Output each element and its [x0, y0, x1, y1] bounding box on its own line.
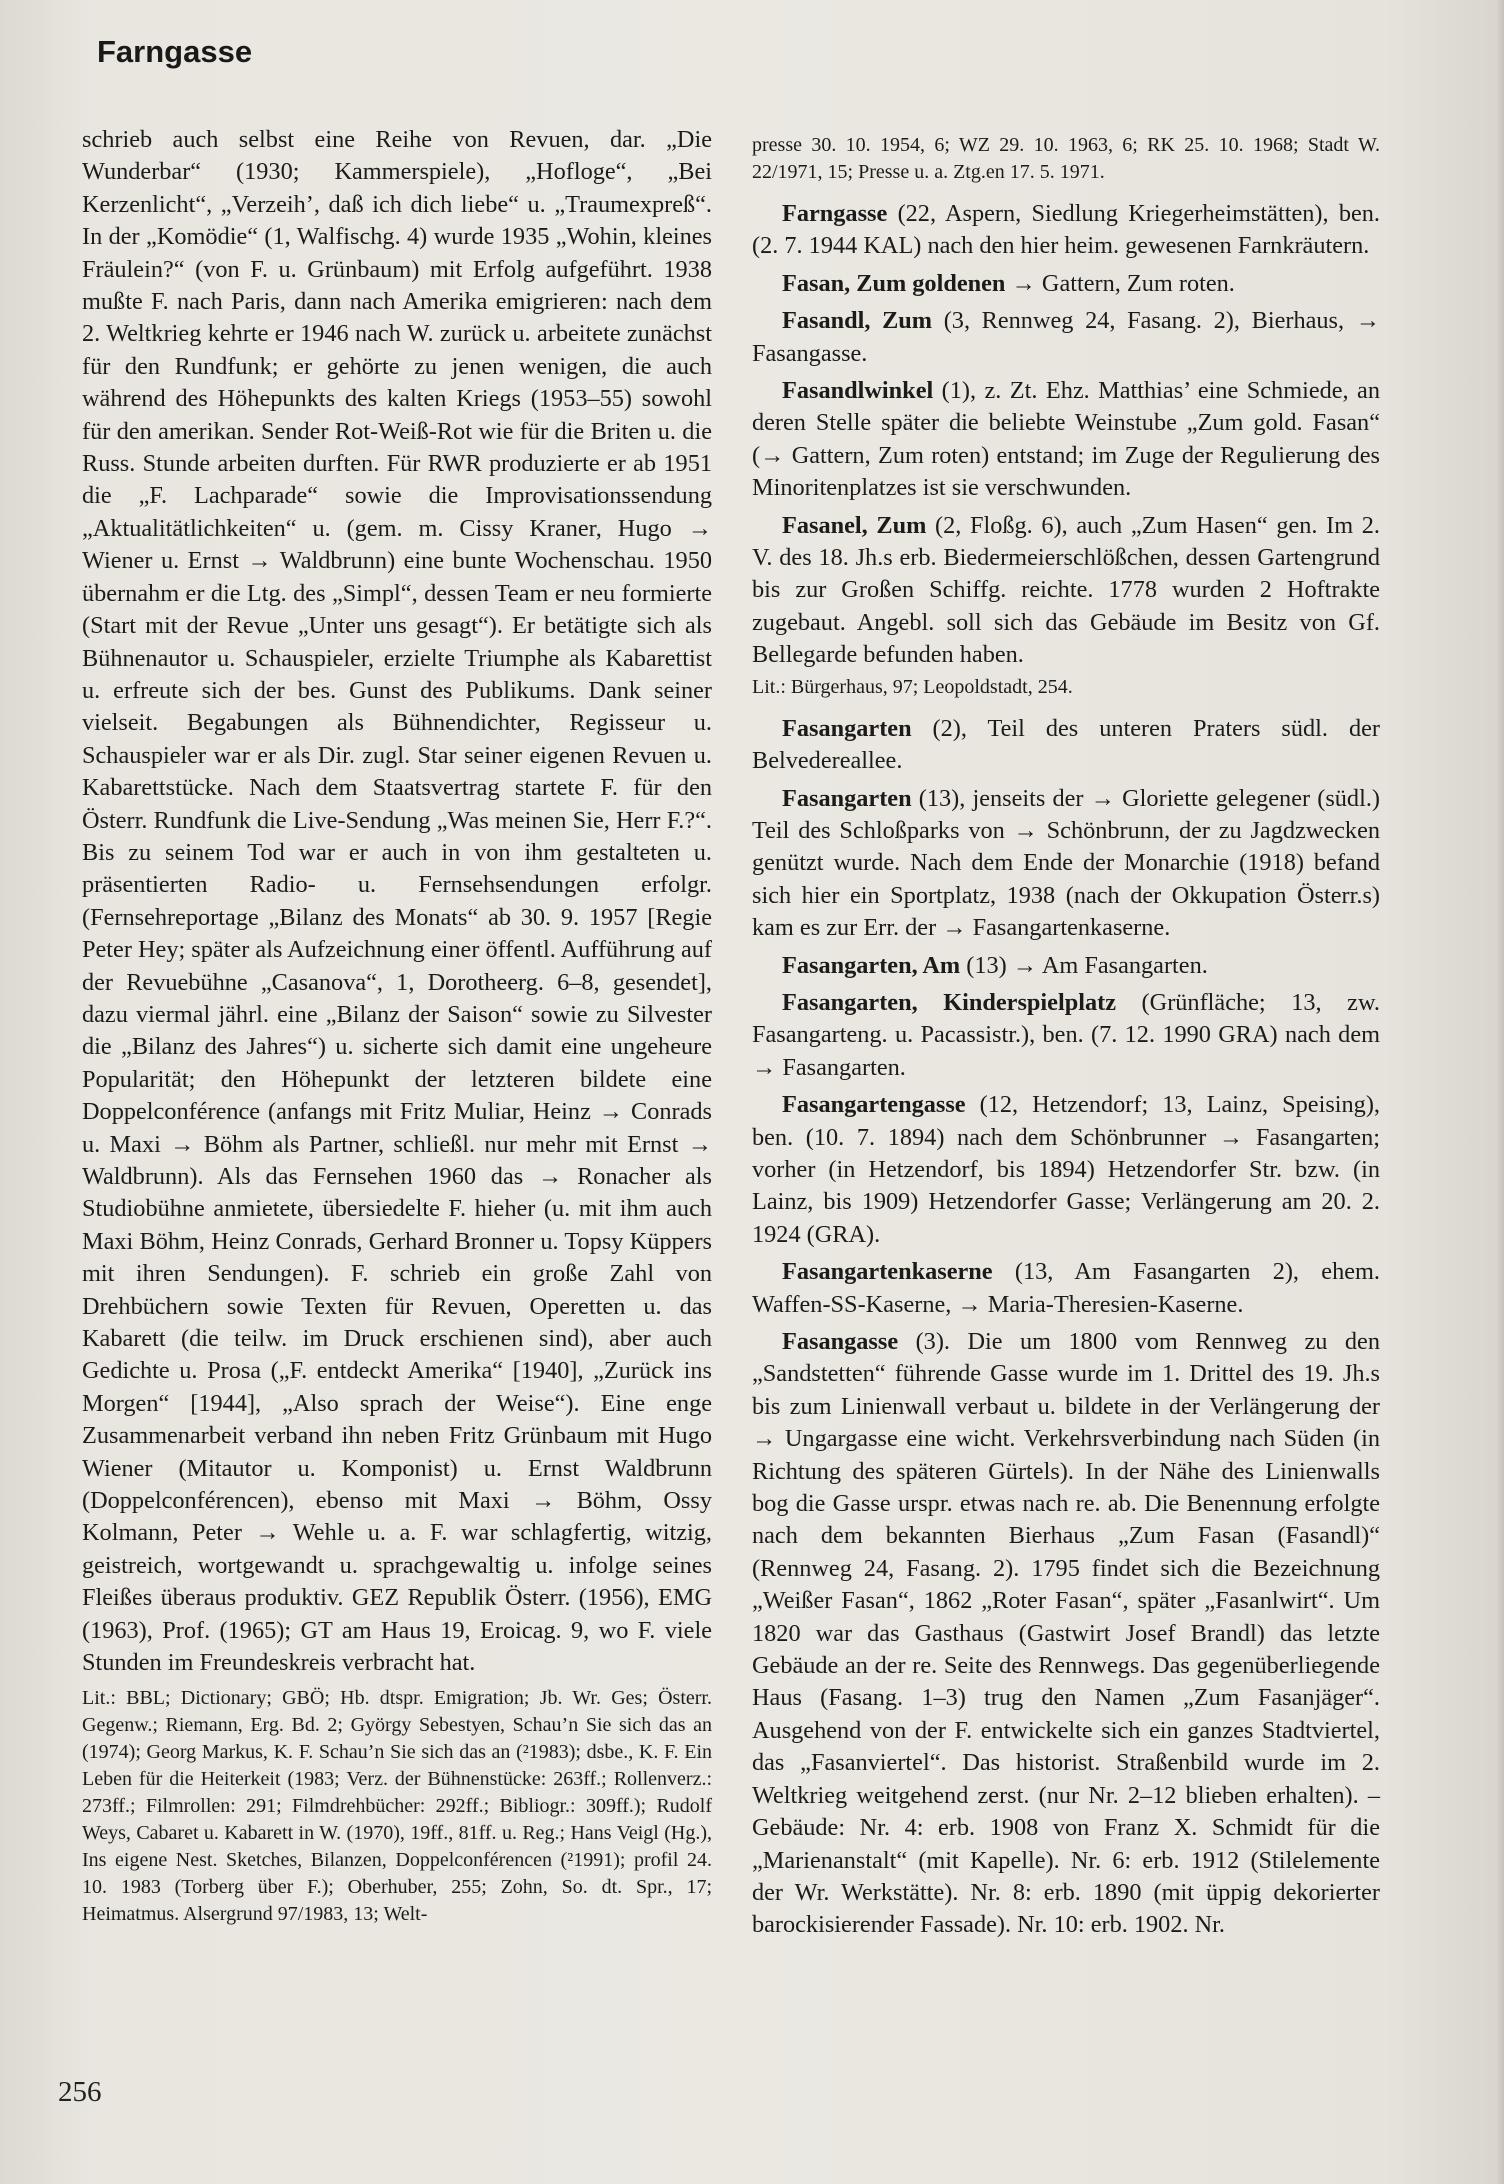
entry-fasangarten-kinderspielplatz — [752, 987, 1380, 1084]
entry-head: Fasangasse — [782, 1328, 899, 1355]
entry-continuation-text: schrieb auch selbst eine Reihe von Revuen, dar. „Die Wunderbar“ (1930; Kammerspiele), „Hofloge“, „Bei Kerzenlicht“, „Verzeih’, daß ich dich liebe“ u. „Traumexpreß“. In der „Komödie“ (1, Walfischg. 4) wurde 1935 „Wohin, kleines Fräulein?“ (von F. u. Grünbaum) mit Erfolg aufgeführt. 1938 mußte F. nach Paris, dann nach Amerika emigrieren: nach dem 2. Weltkrieg kehrte er 1946 nach W. zurück u. arbeitete zunächst für den Rundfunk; er gehörte zu jenen wenigen, die auch während des Höhepunkts des kalten Kriegs (1953–55) sowohl für den amerikan. Sender Rot-Weiß-Rot wie für die Briten u. die Russ. Stunde arbeiten durften. Für RWR produzierte er ab 1951 die „F. Lachparade“ sowie die Improvisationssendung „Aktualitätlichkeiten“ u. (gem. m. Cissy Kraner, Hugo → Wiener u. Ernst → Waldbrunn) eine bunte Wochenschau. 1950 übernahm er die Ltg. des „Simpl“, dessen Team er neu formierte (Start mit der Revue „Unter uns gesagt“). Er betätigte sich als Bühnenautor u. Schauspieler, erzielte Triumphe als Kabarettist u. erfreute sich der bes. Gunst des Publikums. Dank seiner vielseit. Begabungen als Bühnendichter, Regisseur u. Schauspieler war er als Dir. zugl. Star seiner eigenen Revuen u. Kabarettstücke. Nach dem Staatsvertrag startete F. für den Österr. Rundfunk die Live-Sendung „Was meinen Sie, Herr F.?“. Bis zu seinem Tod war er auch in von ihm gestalteten u. präsentierten Radio- u. Fernsehsendungen erfolgr. (Fernsehreportage „Bilanz des Monats“ ab 30. 9. 1957 [Regie Peter Hey; später als Aufzeichnung einer öffentl. Aufführung auf der Revuebühne „Casanova“, 1, Dorotheerg. 6–8, gesendet], dazu viermal jährl. eine „Bilanz der Saison“ sowie zu Silvester die „Bilanz des Jahres“) u. sicherte sich damit eine ungeheure Popularität; den Höhepunkt der letzteren bildete eine Doppelconférence (anfangs mit Fritz Muliar, Heinz → Conrads u. Maxi → Böhm als Partner, schließl. nur mehr mit Ernst → Waldbrunn). Als das Fernsehen 1960 das → Ronacher als Studiobühne anmietete, übersiedelte F. hieher (u. mit ihm auch Maxi Böhm, Heinz Conrads, Gerhard Bronner u. Topsy Küppers mit ihren Sendungen). F. schrieb ein große Zahl von Drehbüchern sowie Texten für Revuen, Operetten u. das Kabarett (die teilw. im Druck erschienen sind), aber auch Gedichte u. Prosa („F. entdeckt Amerika“ [1940], „Zurück ins Morgen“ [1944], „Also sprach der Weise“). Eine enge Zusammenarbeit verband ihn neben Fritz Grünbaum mit Hugo Wiener (Mitautor u. Komponist) u. Ernst Waldbrunn (Doppelconférencen), ebenso mit Maxi → Böhm, Ossy Kolmann, Peter → Wehle u. a. F. war schlagfertig, witzig, geistreich, wortgewandt u. sprachgewaltig u. infolge seines Fleißes überaus produktiv. GEZ Republik Österr. (1956), EMG (1963), Prof. (1965); GT am Haus 19, Eroicag. 9, wo F. viele Stunden im Freundeskreis verbracht hat. — [82, 126, 712, 1677]
entry-head: Fasangarten — [782, 784, 912, 812]
running-header: Farngasse — [97, 34, 253, 69]
page-number: 256 — [58, 2076, 102, 2108]
entry-fasanel-zum — [752, 510, 1380, 672]
entry-text: (13) → Am Fasangarten. — [960, 951, 1208, 979]
entry-head: Fasanel, Zum — [782, 511, 927, 539]
entry-text: (22, Aspern, Siedlung Kriegerheimstätten), ben. (2. 7. 1944 KAL) nach den hier heim. gewesenen Farnkräutern. — [752, 200, 1380, 260]
entry-fasangarten-am — [752, 950, 1380, 982]
entry-text: (1), z. Zt. Ehz. Matthias’ eine Schmiede, an deren Stelle später die beliebte Weinstube „Zum gold. Fasan“ (→ Gattern, Zum roten) entstand; im Zuge der Regulierung des Minoritenplatzes ist sie verschwunden. — [752, 377, 1380, 502]
entry-head: Fasan, Zum goldenen — [782, 269, 1006, 297]
entry-head: Farngasse — [782, 200, 888, 227]
entry-text: (13), jenseits der → Gloriette gelegener (südl.) Teil des Schloßparks von → Schönbrunn, der zu Jagdzwecken genützt wurde. Nach dem Ende der Monarchie (1918) befand sich hier ein Sportplatz, 1938 (nach der Okkupation Österr.s) kam es zur Err. der → Fasangartenkaserne. — [752, 784, 1380, 942]
entry-fasangarten-2 — [752, 713, 1380, 778]
fasanel-literature: Lit.: Bürgerhaus, 97; Leopoldstadt, 254. — [752, 675, 1073, 698]
entry-head: Fasangartengasse — [782, 1091, 966, 1119]
entry-fasangasse — [752, 1326, 1380, 1942]
entry-text: (13, Am Fasangarten 2), ehem. Waffen-SS-Kaserne, → Maria-Theresien-Kaserne. — [752, 1258, 1380, 1318]
entry-fasandlwinkel — [752, 375, 1380, 505]
entry-text: (2, Floßg. 6), auch „Zum Hasen“ gen. Im 2. V. des 18. Jh.s erb. Biedermeierschlößchen, dessen Gartengrund bis zur Großen Schiffg. reichte. 1778 wurden 2 Hoftrakte zugebaut. Angebl. soll sich das Gebäude im Besitz von Gf. Bellegarde befunden haben. — [752, 511, 1380, 669]
entry-fasan-zum-goldenen — [752, 268, 1380, 300]
entry-head: Fasandl, Zum — [782, 307, 933, 335]
entry-fasangarten-13 — [752, 783, 1380, 945]
entry-fasangartengasse — [752, 1089, 1380, 1251]
entry-text: (2), Teil des unteren Praters südl. der Belvedereallee. — [752, 714, 1380, 775]
entry-head: Fasangarten, Am — [782, 951, 961, 979]
entry-fasandl-zum — [752, 305, 1380, 370]
left-column — [82, 124, 712, 1928]
entry-farngasse — [752, 198, 1380, 263]
entry-text: (3). Die um 1800 vom Rennweg zu den „Sandstetten“ führende Gasse wurde im 1. Drittel des 19. Jh.s bis zum Linienwall verbaut u. bildete in der Verlängerung der → Ungargasse eine wicht. Verkehrsverbindung nach Süden (in Richtung des späteren Gürtels). In der Nähe des Linienwalls bog die Gasse urspr. etwas nach re. ab. Die Benennung erfolgte nach dem bekannten Bierhaus „Zum Fasan (Fasandl)“ (Rennweg 24, Fasang. 2). 1795 findet sich die Bezeichnung „Weißer Fasan“, 1862 „Roter Fasan“, später „Fasanlwirt“. Um 1820 war das Gasthaus (Gastwirt Josef Brandl) das letzte Gebäude an der re. Seite des Rennwegs. Das gegenüberliegende Haus (Fasang. 1–3) trug den Namen „Zum Fasanjäger“. Ausgehend von der F. entwickelte sich ein ganzes Stadtviertel, das „Fasanviertel“. Das historist. Straßenbild wurde im 2. Weltkrieg weitgehend zerst. (nur Nr. 2–12 blieben erhalten). – Gebäude: Nr. 4: erb. 1908 von Franz X. Schmidt für die „Marienanstalt“ (mit Kapelle). Nr. 6: erb. 1912 (Stilelemente der Wr. Werkstätte). Nr. 8: erb. 1890 (mit üppig dekorierter barockisierender Fassade). Nr. 10: erb. 1902. Nr. — [752, 1328, 1380, 1939]
literature-references: Lit.: BBL; Dictionary; GBÖ; Hb. dtspr. Emigration; Jb. Wr. Ges; Österr. Gegenw.; Riemann, Erg. Bd. 2; György Sebestyen, Schau’n Sie sich das an (1974); Georg Markus, K. F. Schau’n Sie sich das an (²1983); dsbe., K. F. Ein Leben für die Heiterkeit (1983; Verz. der Bühnenstücke: 263ff.; Rollenverz.: 273ff.; Filmrollen: 291; Filmdrehbücher: 292ff.; Bibliogr.: 309ff.); Rudolf Weys, Cabaret u. Kabarett in W. (1970), 19ff., 81ff. u. Reg.; Hans Veigl (Hg.), Ins eigene Nest. Sketches, Bilanzen, Doppelconférencen (²1991); profil 24. 10. 1983 (Torberg über F.); Oberhuber, 255; Zohn, So. dt. Spr., 17; Heimatmus. Alsergrund 97/1983, 13; Welt- — [82, 1686, 712, 1925]
entry-text: (12, Hetzendorf; 13, Lainz, Speising), ben. (10. 7. 1894) nach dem Schönbrunner → Fasangarten; vorher (in Hetzendorf, bis 1894) Hetzendorfer Str. bzw. (in Lainz, bis 1909) Hetzendorfer Gasse; Verlängerung am 20. 2. 1924 (GRA). — [752, 1091, 1380, 1248]
right-column — [752, 130, 1380, 1947]
entry-text: → Gattern, Zum roten. — [1005, 269, 1235, 297]
page-edge-shadow — [1496, 0, 1504, 2184]
entry-text: (Grünfläche; 13, zw. Fasangarteng. u. Pacassistr.), ben. (7. 12. 1990 GRA) nach dem → Fasangarten. — [752, 988, 1380, 1081]
entry-head: Fasangartenkaserne — [782, 1258, 993, 1286]
entry-head: Fasandlwinkel — [782, 377, 934, 405]
entry-head: Fasangarten, Kinderspielplatz — [782, 988, 1116, 1016]
entry-fasangartenkaserne — [752, 1256, 1380, 1321]
entry-head: Fasangarten — [782, 714, 912, 742]
entry-text: (3, Rennweg 24, Fasang. 2), Bierhaus, → Fasangasse. — [752, 307, 1380, 367]
literature-continuation: presse 30. 10. 1954, 6; WZ 29. 10. 1963, 6; RK 25. 10. 1968; Stadt W. 22/1971, 15; Presse u. a. Ztg.en 17. 5. 1971. — [752, 134, 1380, 183]
